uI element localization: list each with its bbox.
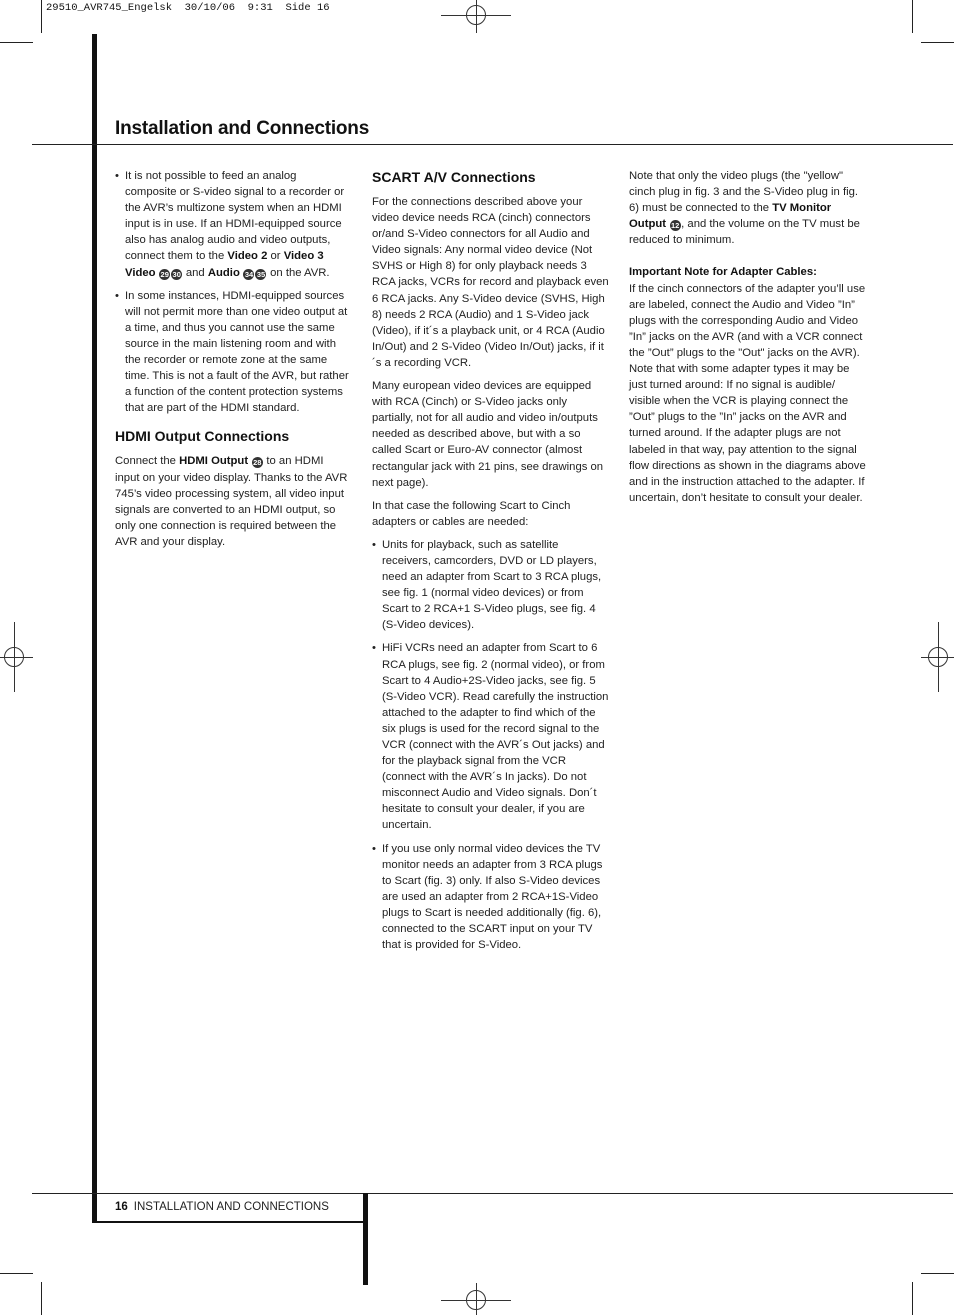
bullet-analog-composite: • It is not possible to feed an analog composite or S-video signal to a recorder or the AVR’s multizone system when an HDMI input is in use. If an HDMI-equipped source also has analog audio and video outputs, connect them to the Video 2 or Video 3 Video 29 30 and Audio 34 35 on the AVR. [115, 168, 351, 281]
paragraph-video-plugs-note: Note that only the video plugs (the "yellow" cinch plug in fig. 3 and the S-Video plug in fig. 6) must be connected to the TV Monitor Output 12 , and the volume on the TV must be reduced to minimum. [629, 170, 860, 247]
crop-mark [912, 0, 913, 33]
callout-number-icon: 34 [244, 269, 254, 279]
page-footer [115, 1201, 329, 1213]
bullet-tv-monitor: • If you use only normal video devices the TV monitor needs an adapter from 3 RCA plugs to Scart (fig. 3) only. If also S-Video devices are used an adapter from 2 RCA+1S-Video plugs to Scart is needed additionally (fig. 6), connected to the SCART input on your TV that is provided for S-Video. [372, 841, 610, 954]
page-number: 16 [115, 1201, 128, 1213]
paragraph-european-devices: Many european video devices are equipped with RCA (Cinch) or S-Video jacks only partially, not for all audio and video in/outputs needed as described above, but with a so called Scart or Euro-AV connector (almost rectangular jack with 21 pins, see drawings on next page). [372, 380, 604, 489]
column-2 [372, 168, 610, 960]
header-rule [32, 144, 953, 145]
footer-rule [32, 1193, 953, 1194]
heading-scart-connections: SCART A/V Connections [372, 169, 536, 185]
callout-number-icon: 29 [160, 269, 169, 279]
left-margin-bar [92, 34, 97, 1223]
callout-number-icon: 28 [253, 458, 262, 468]
footer-section-label: INSTALLATION AND CONNECTIONS [133, 1201, 329, 1213]
callout-number-icon: 35 [256, 269, 266, 279]
crop-mark [0, 1273, 33, 1274]
paragraph-adapters-needed: In that case the following Scart to Cinch adapters or cables are needed: [372, 499, 571, 528]
callout-number-icon: 12 [670, 221, 680, 231]
paragraph-adapter-cables: If the cinch connectors of the adapter you’ll use are labeled, connect the Audio and Video ”In” plugs with the corresponding Audio and Video ”In” jacks on the AVR (and with a VCR connect the ”Out” plugs to the "Out" jacks on the AVR). Note that with some adapter types it may be just turned around: If no signal is audible/ visible when the VCR is playing connect the ”Out” plugs to the ”In” jacks on the AVR and turned around. If the adapter plugs are not labeled in that way, pay attention to the signal flow directions as shown in the diagrams above and in the instruction attached to the adapter. If uncertain, don’t hesitate to consult your dealer. [629, 282, 866, 504]
crop-mark [921, 1273, 954, 1274]
footer-underline [97, 1221, 365, 1223]
paragraph-hdmi-output: Connect the HDMI Output 28 to an HDMI input on your video display. Thanks to the AVR 745’s video processing system, all video input signals are converted to an HDMI output, so only one connection is required between the AVR and your display. [115, 455, 348, 548]
bullet-hdmi-sources: • In some instances, HDMI-equipped sources will not permit more than one video output at a time, and thus you cannot use the same source in the main listening room and with the recorder or remote zone at the same time. This is not a fault of the AVR, but rather a function of the content protection systems that are part of the HDMI standard. [115, 288, 351, 417]
print-slug: 29510_AVR745_Engelsk 30/10/06 9:31 Side 16 [46, 2, 330, 14]
page-title: Installation and Connections [115, 118, 370, 139]
crop-mark [0, 42, 33, 43]
paragraph-rca-requirements: For the connections described above your video device needs RCA (cinch) connectors or/and S-Video connectors for all Audio and Video signals: Any normal video device (Not SVHS or High 8) for only playback needs 3 RCA jacks, VCRs for record and playback even 6 RCA jacks. Any S-Video device (SVHS, High 8) needs 2 RCA (Audio) and 1 S-Video jack (Video), if it´s a playback unit, or 4 RCA (Audio In/Out) and 2 S-Video (Video In/Out) jacks, if it´s a recording VCR. [372, 196, 609, 369]
crop-mark [41, 1282, 42, 1315]
column-1 [115, 168, 351, 557]
crop-mark [41, 0, 42, 33]
crop-mark [912, 1282, 913, 1315]
bullet-hifi-vcrs: • HiFi VCRs need an adapter from Scart to 6 RCA plugs, see fig. 2 (normal video), or from Scart to 4 Audio+2S-Video jacks, see fig. 5 (S-Video VCR). Read carefully the instruction attached to the adapter to find which of the six plugs is used for the record signal to the VCR (connect with the AVR´s Out jacks) and for the playback signal from the VCR (connect with the AVR´s In jacks). Do not misconnect Audio and Video signals. Don´t hesitate to consult your dealer, if you are uncertain. [372, 640, 610, 833]
heading-hdmi-output: HDMI Output Connections [115, 428, 290, 445]
footer-bar [363, 1193, 368, 1285]
crop-mark [921, 42, 954, 43]
subheading-adapter-cables: Important Note for Adapter Cables: [629, 266, 817, 279]
callout-number-icon: 30 [172, 269, 181, 279]
column-3 [629, 168, 867, 513]
bullet-playback-units: • Units for playback, such as satellite receivers, camcorders, DVD or LD players, need an adapter from Scart to 3 RCA plugs, see fig. 1 (normal video devices) or from Scart to 2 RCA+1 S-Video plugs, see fig. 4 (S-Video devices). [372, 537, 610, 634]
